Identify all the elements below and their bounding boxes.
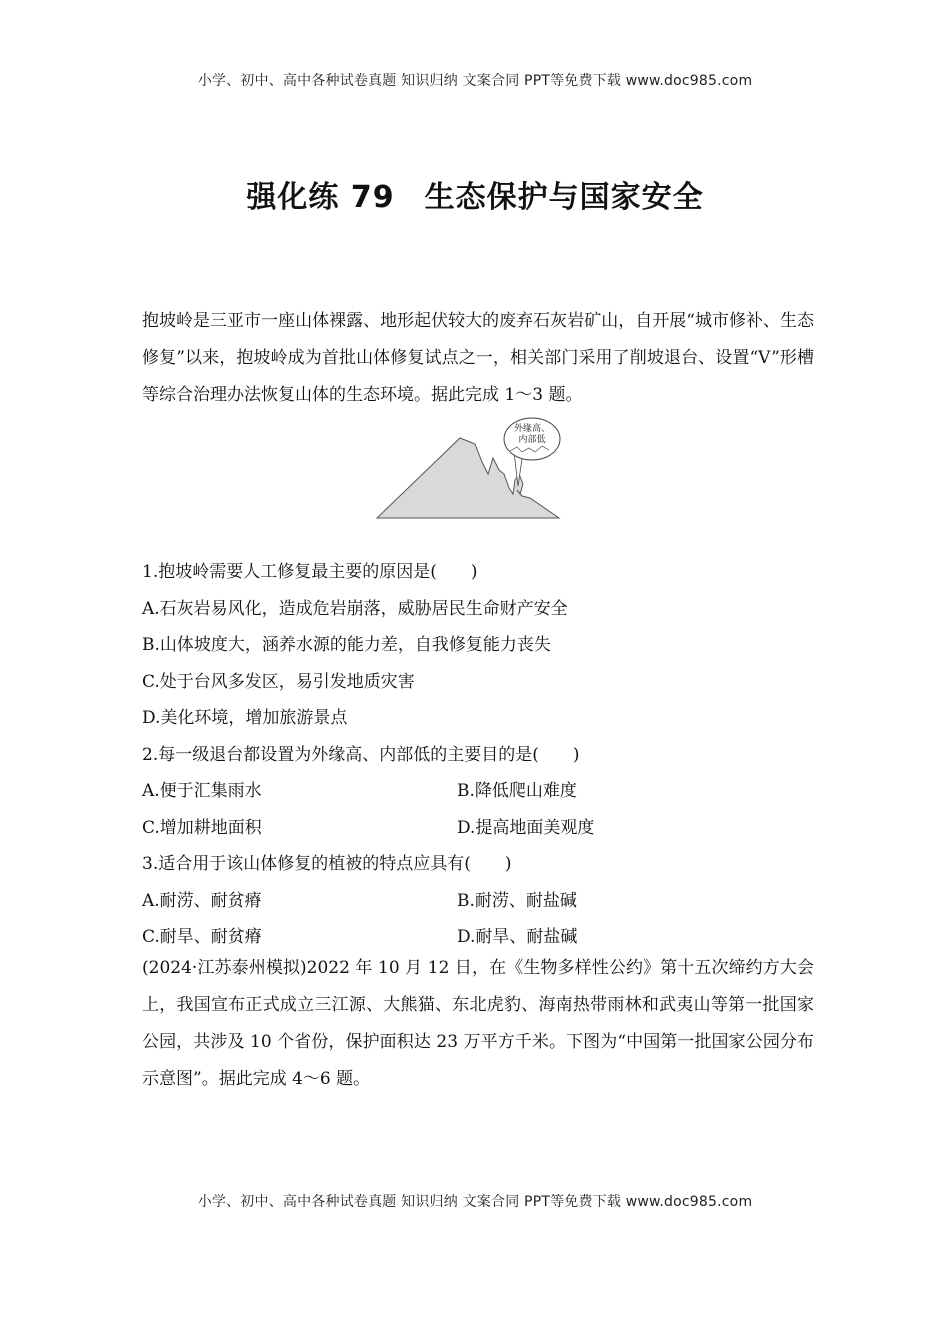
intro-passage-1: 抱坡岭是三亚市一座山体裸露、地形起伏较大的废弃石灰岩矿山，自开展“城市修补、生态修复”以来，抱坡岭成为首批山体修复试点之一，相关部门采用了削坡退台、设置“V”形槽等综合治理办法恢复山体的生态环境。据此完成 1～3 题。 — [142, 311, 814, 405]
page-footer: 小学、初中、高中各种试卷真题 知识归纳 文案合同 PPT等免费下载 www.doc985.com — [197, 1194, 753, 1210]
q3-stem: 3.适合用于该山体修复的植被的特点应具有( ) — [142, 854, 512, 874]
q2-option-d: D.提高地面美观度 — [457, 818, 595, 838]
intro-passage-2: (2024·江苏泰州模拟)2022 年 10 月 12 日，在《生物多样性公约》第十五次缔约方大会上，我国宣布正式成立三江源、大熊猫、东北虎豹、海南热带雨林和武夷山等第一批国家公园，共涉及 10 个省份，保护面积达 23 万平方千米。下图为“中国第一批国家公园分布示意图”。据此完成 4～6 题。 — [142, 958, 814, 1089]
mountain-diagram — [372, 414, 572, 524]
q3-option-c: C.耐旱、耐贫瘠 — [142, 927, 262, 947]
q2-stem: 2.每一级退台都设置为外缘高、内部低的主要目的是( ) — [142, 745, 580, 765]
q2-option-c: C.增加耕地面积 — [142, 818, 262, 838]
q2-option-a: A.便于汇集雨水 — [142, 781, 262, 801]
callout-text-line1: 外缘高、 — [513, 424, 551, 434]
title-number: 强化练 79 — [246, 180, 395, 215]
q3-option-b: B.耐涝、耐盐碱 — [457, 891, 577, 911]
page-title — [0, 172, 950, 216]
q2-option-b: B.降低爬山难度 — [457, 781, 577, 801]
title-topic: 生态保护与国家安全 — [424, 180, 704, 215]
page-header: 小学、初中、高中各种试卷真题 知识归纳 文案合同 PPT等免费下载 www.doc985.com — [197, 73, 753, 89]
q3-option-d: D.耐旱、耐盐碱 — [457, 927, 578, 947]
q1-option-b: B.山体坡度大，涵养水源的能力差，自我修复能力丧失 — [142, 635, 551, 655]
q1-stem: 1.抱坡岭需要人工修复最主要的原因是( ) — [142, 562, 478, 582]
q3-option-a: A.耐涝、耐贫瘠 — [142, 891, 262, 911]
q1-option-c: C.处于台风多发区，易引发地质灾害 — [142, 672, 415, 692]
q1-option-a: A.石灰岩易风化，造成危岩崩落，威胁居民生命财产安全 — [142, 599, 568, 619]
q1-option-d: D.美化环境，增加旅游景点 — [142, 708, 348, 728]
callout-text-line2: 内部低 — [518, 435, 546, 445]
